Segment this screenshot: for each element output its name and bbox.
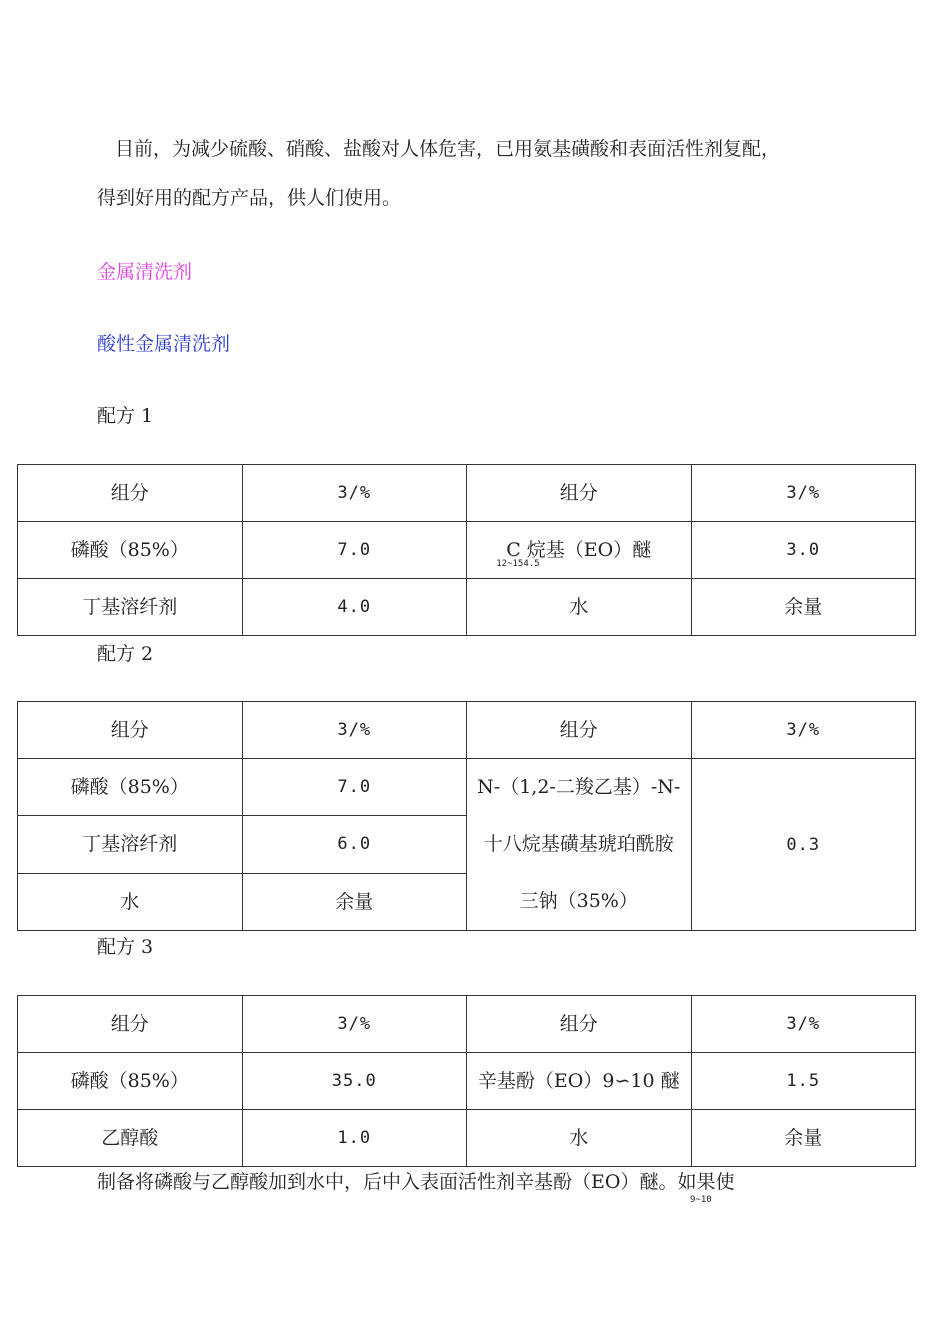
table-row xyxy=(18,759,916,816)
intro-line-2: 得到好用的配方产品，供人们使用。 xyxy=(97,187,402,209)
table-cell: 余量 xyxy=(691,579,916,636)
table-row xyxy=(18,1110,916,1167)
table-cell: 水 xyxy=(467,579,692,636)
table-cell: 4.0 xyxy=(242,579,467,636)
table-cell: 1.5 xyxy=(691,1053,916,1110)
merged-component-line: 十八烷基磺基琥珀酰胺 xyxy=(483,833,674,855)
table-header-row xyxy=(18,996,916,1053)
merged-component-line: 三钠（35%） xyxy=(519,890,638,912)
header-cell: 组分 xyxy=(467,465,692,522)
table-header-row xyxy=(18,702,916,759)
table-cell: 乙醇酸 xyxy=(18,1110,243,1167)
preparation-text: 制备将磷酸与乙醇酸加到水中，后中入表面活性剂辛基酚（EO）醚。如果使 xyxy=(97,1171,735,1193)
table-cell: 磷酸（85%） xyxy=(18,522,243,579)
table-row xyxy=(18,1053,916,1110)
table-cell: 6.0 xyxy=(242,816,467,873)
header-cell: 3/% xyxy=(242,465,467,522)
merged-component-cell xyxy=(467,759,692,931)
header-cell: 组分 xyxy=(18,996,243,1053)
header-cell: 3/% xyxy=(691,996,916,1053)
formula-1-table xyxy=(17,464,916,636)
header-cell: 组分 xyxy=(18,702,243,759)
table-cell: 3.0 xyxy=(691,522,916,579)
intro-line-1: 目前，为减少硫酸、硝酸、盐酸对人体危害，已用氨基磺酸和表面活性剂复配， xyxy=(115,138,781,160)
table-cell xyxy=(467,522,692,579)
formula-3-label: 配方 3 xyxy=(97,936,154,958)
table-row xyxy=(18,579,916,636)
table-cell: 7.0 xyxy=(242,759,467,816)
header-cell: 组分 xyxy=(18,465,243,522)
table-cell: 丁基溶纤剂 xyxy=(18,579,243,636)
merged-component-line: N-（1,2-二羧乙基）-N- xyxy=(477,776,681,798)
header-cell: 3/% xyxy=(691,465,916,522)
table-cell: 余量 xyxy=(242,873,467,930)
header-cell: 3/% xyxy=(242,996,467,1053)
header-cell: 组分 xyxy=(467,702,692,759)
table-cell: 磷酸（85%） xyxy=(18,759,243,816)
preparation-subscript: 9~10 xyxy=(690,1195,712,1205)
formula-2-table xyxy=(17,701,916,931)
table-header-row xyxy=(18,465,916,522)
table-cell: 丁基溶纤剂 xyxy=(18,816,243,873)
table-cell: 1.0 xyxy=(242,1110,467,1167)
section-heading-metal-cleaner: 金属清洗剂 xyxy=(97,261,193,283)
table-cell: 水 xyxy=(467,1110,692,1167)
subscript-text: 12~154.5 xyxy=(496,559,540,569)
table-cell: 35.0 xyxy=(242,1053,467,1110)
formula-3-table xyxy=(17,995,916,1167)
table-cell: 余量 xyxy=(691,1110,916,1167)
header-cell: 组分 xyxy=(467,996,692,1053)
merged-value-cell: 0.3 xyxy=(691,759,916,931)
table-cell: 辛基酚（EO）9∽10 醚 xyxy=(467,1053,692,1110)
header-cell: 3/% xyxy=(242,702,467,759)
formula-2-label: 配方 2 xyxy=(97,643,154,665)
table-cell: 7.0 xyxy=(242,522,467,579)
component-name: C 烷基（EO）醚 xyxy=(506,539,652,561)
component-with-subscript xyxy=(496,537,652,569)
subsection-heading-acidic-cleaner: 酸性金属清洗剂 xyxy=(97,333,231,355)
formula-1-label: 配方 1 xyxy=(97,405,154,427)
table-cell: 水 xyxy=(18,873,243,930)
table-cell: 磷酸（85%） xyxy=(18,1053,243,1110)
table-row xyxy=(18,522,916,579)
header-cell: 3/% xyxy=(691,702,916,759)
